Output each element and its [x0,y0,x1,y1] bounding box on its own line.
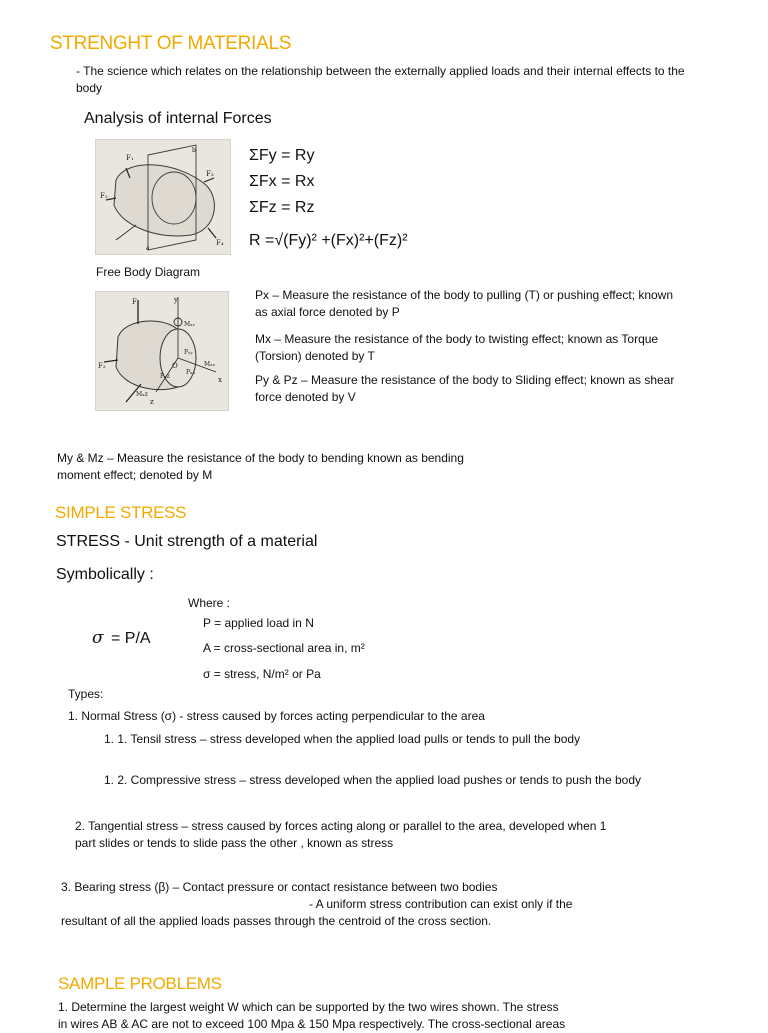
fig2-label-pyy: Pᵧᵧ [184,349,193,356]
fig2-label-f1: F₁ [132,298,140,306]
fig2-label-z: z [150,398,154,406]
bending-definition: My & Mz – Measure the resistance of the body to bending known as bending moment effect; denoted by M [57,451,464,482]
fbd-label: Free Body Diagram [96,265,201,279]
equation-resultant: R =√(Fy)² +(Fx)²+(Fz)² [249,232,408,249]
formula-sigma: σ [92,628,104,648]
definition-mx: Mx – Measure the resistance of the body to twisting effect; known as Torque (Torsion) denoted by T [255,332,659,363]
definition-px: Px – Measure the resistance of the body to pulling (T) or pushing effect; known as axial force denoted by P [255,288,674,319]
stress-definition: STRESS - Unit strength of a material [56,533,318,550]
simple-stress-heading: SIMPLE STRESS [55,503,187,522]
fig2-label-mxx: Mₓₓ [204,361,216,368]
internal-forces-diagram [96,140,230,254]
where-item-p: P = applied load in N [203,616,314,630]
sample-problem-line-1: 1. Determine the largest weight W which can be supported by the two wires shown. The stress [58,1000,559,1014]
fig2-label-mxy: Mₓᵧ [184,321,195,328]
sample-problems-heading: SAMPLE PROBLEMS [58,974,222,993]
equation-fy: ΣFy = Ry [249,147,315,164]
fig2-label-f2: F₂ [98,362,106,370]
fig1-label-f4: F₄ [216,239,224,247]
fig1-label-f1: F₁ [126,154,134,162]
definition-py-pz: Py & Pz – Measure the resistance of the body to Sliding effect; known as shear force denoted by V [255,373,675,404]
formula-rhs: = P/A [111,630,151,647]
free-body-diagram [96,292,228,410]
fig1-label-f2: F₂ [100,192,108,200]
sample-problem-line-2: in wires AB & AC are not to exceed 100 Mpa & 150 Mpa respectively. The cross-sectional areas [58,1017,566,1031]
fig2-label-mxz: Mₓz [136,391,148,398]
type-compressive-stress: 1. 2. Compressive stress – stress developed when the applied load pushes or tends to push the body [104,773,641,787]
internal-forces-figure [95,139,231,255]
equation-fx: ΣFx = Rx [249,173,315,190]
where-item-sigma: σ = stress, N/m² or Pa [203,667,321,681]
fig2-label-pxx: Pₓₓ [186,369,196,376]
uniform-stress-note-2: resultant of all the applied loads passes through the centroid of the cross section. [61,914,492,928]
intro-text: - The science which relates on the relationship between the externally applied loads and their internal effects to the body [76,64,685,95]
types-label: Types: [68,687,104,701]
fig1-label-b: b [192,147,196,154]
section-heading-internal-forces: Analysis of internal Forces [84,110,272,127]
equation-fz: ΣFz = Rz [249,199,315,216]
symbolically-label: Symbolically : [56,566,154,583]
where-item-a: A = cross-sectional area in, m² [203,641,365,655]
where-label: Where : [188,596,231,610]
free-body-figure [95,291,229,411]
fig2-label-y: y [174,296,178,304]
fig2-label-x: x [218,376,222,384]
fig1-label-f3: F₃ [206,170,214,178]
document-title: STRENGHT OF MATERIALS [50,33,292,54]
fig2-label-o: O [172,362,178,370]
type-tangential-stress: 2. Tangential stress – stress caused by forces acting along or parallel to the area, developed when 1 part slides or tends to slide pass the other , known as stress [75,819,607,850]
type-bearing-stress: 3. Bearing stress (β) – Contact pressure or contact resistance between two bodies [61,880,498,894]
type-tensil-stress: 1. 1. Tensil stress – stress developed when the applied load pulls or tends to pull the body [104,732,581,746]
uniform-stress-note-1: - A uniform stress contribution can exist only if the [309,897,573,911]
fig2-label-pxz: Pₓz [160,373,170,380]
type-normal-stress: 1. Normal Stress (σ) - stress caused by forces acting perpendicular to the area [68,709,485,723]
fig1-label-a: a [146,245,150,252]
